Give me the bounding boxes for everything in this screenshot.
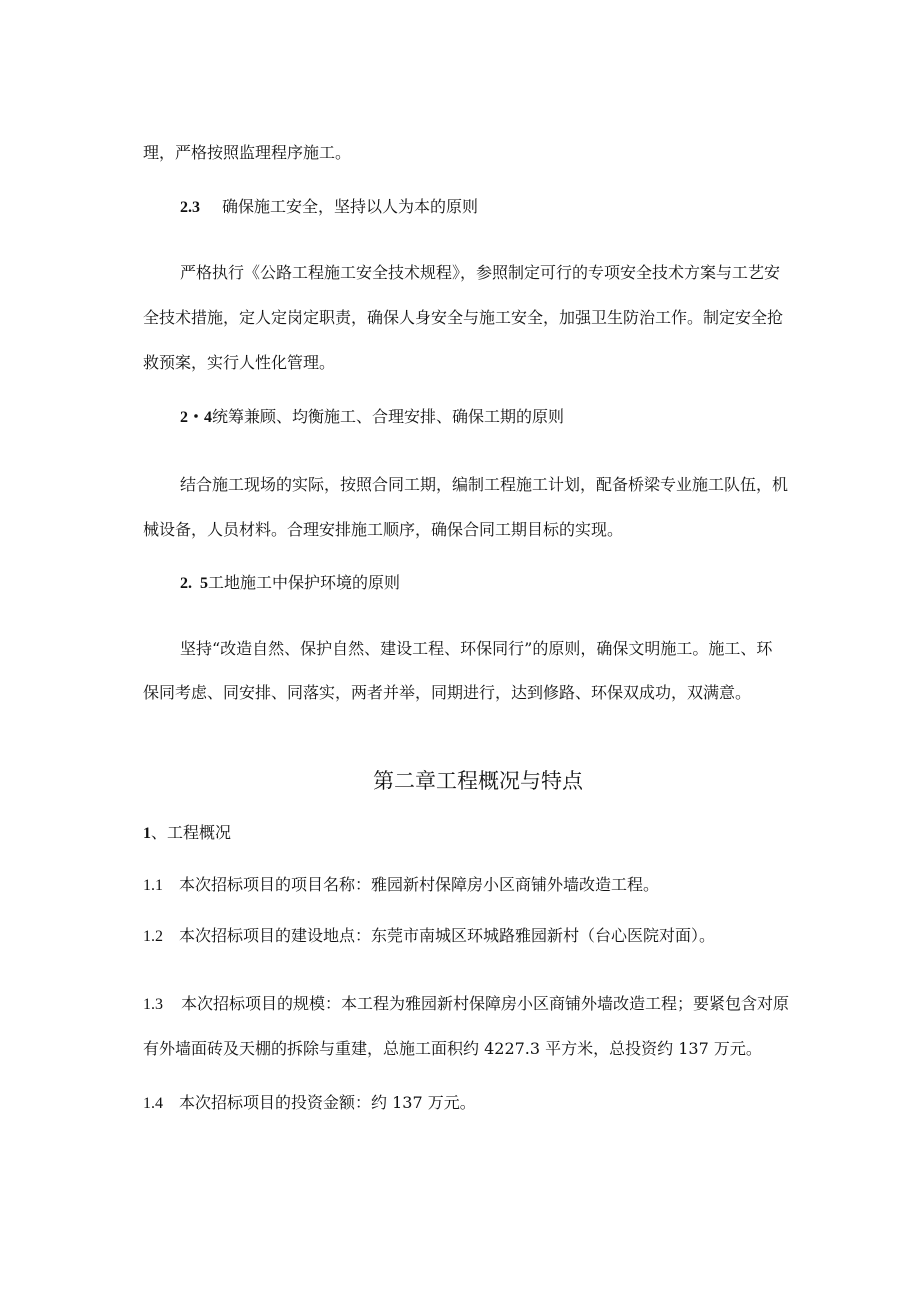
item-text: 本次招标项目的建设地点：东莞市南城区环城路雅园新村（台心医院对面）。 <box>179 926 716 945</box>
subsection-heading <box>143 822 231 845</box>
item-text: 本次招标项目的项目名称：雅园新村保障房小区商铺外墙改造工程。 <box>179 875 660 894</box>
item-number: 1.2 <box>143 928 163 945</box>
paragraph-line: 严格执行《公路工程施工安全技术规程》，参照制定可行的专项安全技术方案与工艺安 <box>180 263 781 282</box>
paragraph-line: 坚持“改造自然、保护自然、建设工程、环保同行”的原则，确保文明施工。施工、环 <box>180 639 773 658</box>
paragraph-line: 有外墙面砖及天棚的拆除与重建，总施工面积约 4227.3 平方米，总投资约 137 万元。 <box>143 1039 762 1058</box>
section-number: 2・4 <box>180 409 213 426</box>
item-1-1 <box>143 874 659 897</box>
paragraph-line: 救预案，实行人性化管理。 <box>143 353 336 372</box>
section-heading-2-3 <box>180 196 478 219</box>
section-title: 统筹兼顾、均衡施工、合理安排、确保工期的原则 <box>212 407 565 426</box>
item-1-4 <box>143 1092 476 1115</box>
chapter-title: 第二章工程概况与特点 <box>373 769 583 793</box>
item-number: 1.1 <box>143 877 163 894</box>
paragraph-line: 结合施工现场的实际，按照合同工期，编制工程施工计划，配备桥梁专业施工队伍，机 <box>180 475 789 494</box>
item-1-2 <box>143 925 715 948</box>
paragraph-line: 全技术措施，定人定岗定职责，确保人身安全与施工安全，加强卫生防治工作。制定安全抢 <box>143 308 784 327</box>
paragraph-line: 保同考虑、同安排、同落实，两者并举，同期进行，达到修路、环保双成功，双满意。 <box>143 683 752 702</box>
item-text: 本次招标项目的投资金额：约 137 万元。 <box>179 1093 476 1112</box>
item-number: 1.3 <box>143 996 163 1013</box>
subsection-number: 1 <box>143 825 151 842</box>
paragraph-line: 理，严格按照监理程序施工。 <box>143 143 352 162</box>
section-heading-2-5 <box>180 572 400 595</box>
item-text: 本次招标项目的规模：本工程为雅园新村保障房小区商铺外墙改造工程；要紧包含对原 <box>181 994 790 1013</box>
paragraph-line: 械设备，人员材料。合理安排施工顺序，确保合同工期目标的实现。 <box>143 520 624 539</box>
section-title: 工地施工中保护环境的原则 <box>208 573 401 592</box>
item-number: 1.4 <box>143 1095 163 1112</box>
item-1-3 <box>143 993 789 1016</box>
section-heading-2-4 <box>180 406 564 429</box>
subsection-title: 、工程概况 <box>151 823 232 842</box>
section-number: 2.3 <box>180 199 200 216</box>
section-number: 2. 5 <box>180 575 208 592</box>
section-title: 确保施工安全，坚持以人为本的原则 <box>222 197 479 216</box>
